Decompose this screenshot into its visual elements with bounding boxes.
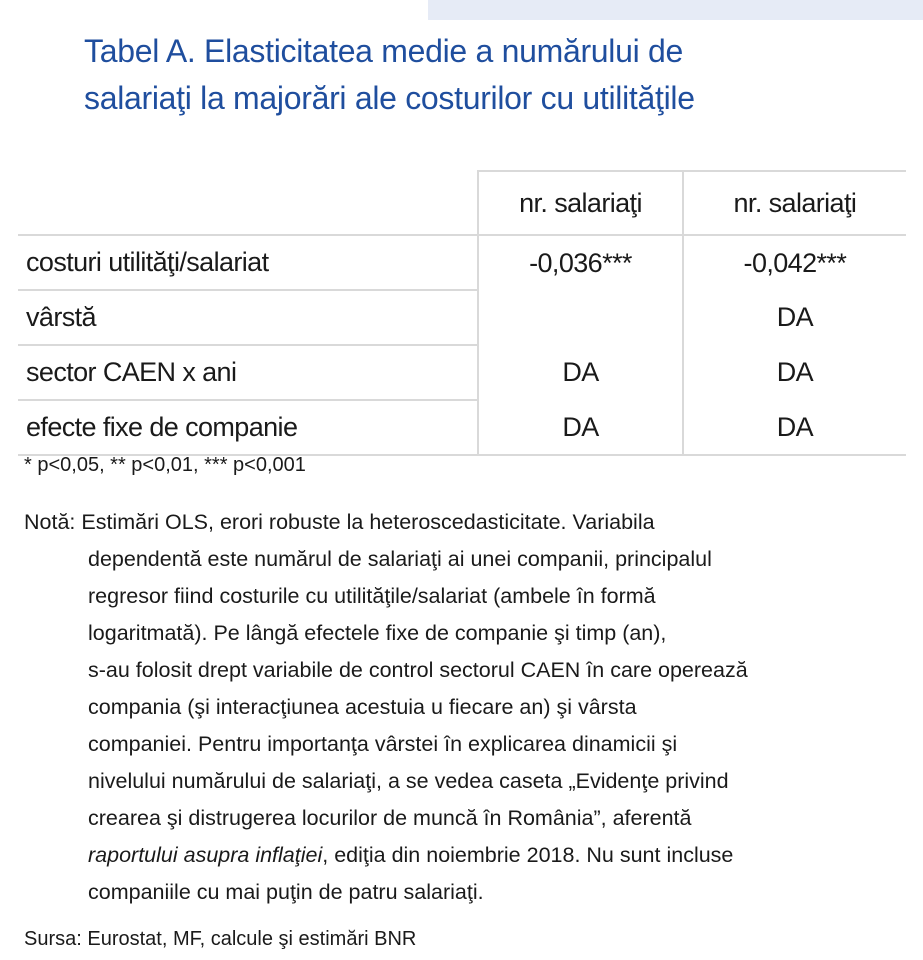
significance-note: * p<0,05, ** p<0,01, *** p<0,001 (24, 454, 306, 476)
header-col-1: nr. salariaţi (478, 171, 683, 235)
note-line: crearea şi distrugerea locurilor de muncă în România”, aferentă (88, 806, 692, 830)
regression-table (18, 170, 906, 456)
row-label: efecte fixe de companie (18, 400, 478, 455)
report-title: raportului asupra inflaţiei (88, 843, 323, 867)
cell-col-2: DA (683, 345, 906, 400)
table-title (84, 28, 884, 122)
note-line: nivelului numărului de salariaţi, a se vedea caseta „Evidenţe privind (88, 769, 729, 793)
note-line: companiile cu mai puţin de patru salariaţi. (88, 880, 484, 904)
cell-col-1 (478, 290, 683, 345)
note-line: Notă: Estimări OLS, erori robuste la heteroscedasticitate. Variabila (24, 510, 655, 534)
header-empty (18, 171, 478, 235)
note-line: s-au folosit drept variabile de control sectorul CAEN în care operează (88, 658, 748, 682)
note-line: dependentă este numărul de salariaţi ai unei companii, principalul (88, 547, 712, 571)
header-band (428, 0, 923, 20)
methodology-note (24, 504, 904, 911)
note-line: compania (şi interacţiunea acestuia u fiecare an) şi vârsta (88, 695, 637, 719)
table-row (18, 400, 906, 455)
note-fragment: , ediţia din noiembrie 2018. Nu sunt incluse (322, 843, 734, 867)
cell-col-1: -0,036*** (478, 235, 683, 290)
table-row (18, 290, 906, 345)
table-row (18, 235, 906, 290)
cell-col-2: -0,042*** (683, 235, 906, 290)
source-note: Sursa: Eurostat, MF, calcule şi estimări BNR (24, 928, 417, 950)
note-line: companiei. Pentru importanţa vârstei în explicarea dinamicii şi (88, 732, 678, 756)
row-label: costuri utilităţi/salariat (18, 235, 478, 290)
cell-col-1: DA (478, 345, 683, 400)
note-line-italic (24, 837, 904, 874)
header-col-2: nr. salariaţi (683, 171, 906, 235)
note-line: regresor fiind costurile cu utilităţile/salariat (ambele în formă (88, 584, 656, 608)
title-line-1: Tabel A. Elasticitatea medie a numărului de (84, 33, 684, 69)
row-label: vârstă (18, 290, 478, 345)
note-line: logaritmată). Pe lângă efectele fixe de companie şi timp (an), (88, 621, 667, 645)
cell-col-2: DA (683, 400, 906, 455)
cell-col-1: DA (478, 400, 683, 455)
row-label: sector CAEN x ani (18, 345, 478, 400)
cell-col-2: DA (683, 290, 906, 345)
table-header-row (18, 171, 906, 235)
table-row (18, 345, 906, 400)
title-line-2: salariaţi la majorări ale costurilor cu utilităţile (84, 80, 695, 116)
